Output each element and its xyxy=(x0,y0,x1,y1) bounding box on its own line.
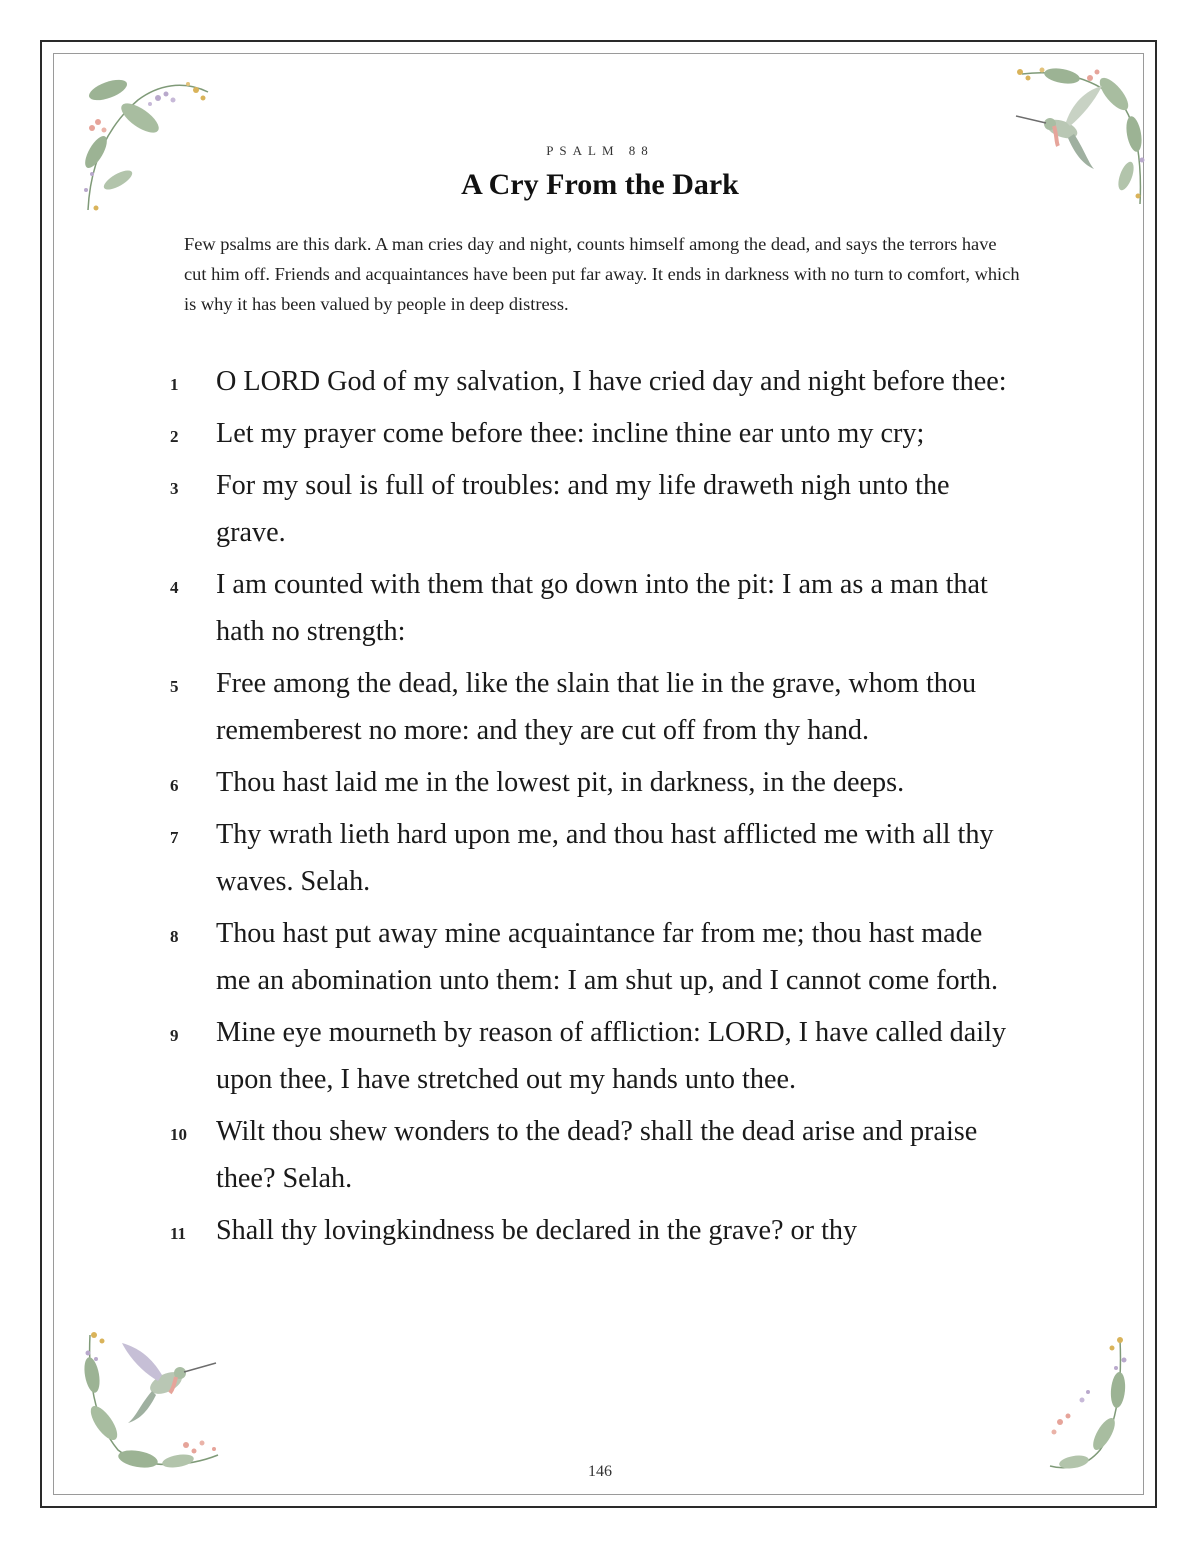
verse-number: 9 xyxy=(170,1026,179,1045)
verse-text: Mine eye mourneth by reason of affliction: LORD, I have called daily upon thee, I have stretched out my hands unto thee. xyxy=(216,1017,1007,1095)
intro-paragraph: Few psalms are this dark. A man cries day and night, counts himself among the dead, and says the terrors have cut him off. Friends and acquaintances have been put far away. It ends in darkness with no turn to comfort, which is why it has been valued by people in deep distress. xyxy=(184,234,1020,314)
verse-text: For my soul is full of troubles: and my life draweth nigh unto the grave. xyxy=(216,470,950,548)
floral-corner-bottom-right-icon xyxy=(1040,1330,1130,1480)
verse-number: 6 xyxy=(170,776,179,795)
verse-item xyxy=(170,1108,1020,1202)
verse-text: Let my prayer come before thee: incline thine ear unto my cry; xyxy=(216,418,925,449)
page-number: 146 xyxy=(588,1463,612,1480)
verse-list xyxy=(170,358,1020,1259)
verse-item xyxy=(170,410,1020,457)
hummingbird-floral-bottom-left-icon xyxy=(78,1325,228,1475)
verse-text: Wilt thou shew wonders to the dead? shall the dead arise and praise thee? Selah. xyxy=(216,1116,978,1194)
verse-number: 7 xyxy=(170,828,179,847)
verse-item xyxy=(170,1207,1020,1254)
verse-number: 1 xyxy=(170,375,179,394)
verse-number: 10 xyxy=(170,1125,187,1144)
verse-item xyxy=(170,462,1020,556)
verse-item xyxy=(170,358,1020,405)
verse-item xyxy=(170,561,1020,655)
verse-number: 4 xyxy=(170,578,179,597)
verse-number: 2 xyxy=(170,427,179,446)
verse-text: Thou hast put away mine acquaintance far from me; thou hast made me an abomination unto them: I am shut up, and I cannot come forth. xyxy=(216,918,999,996)
verse-item xyxy=(170,910,1020,1004)
verse-text: Shall thy lovingkindness be declared in the grave? or thy xyxy=(216,1215,858,1246)
psalm-label: PSALM 88 xyxy=(546,143,654,158)
verse-text: Thou hast laid me in the lowest pit, in darkness, in the deeps. xyxy=(216,767,905,798)
verse-text: I am counted with them that go down into the pit: I am as a man that hath no strength: xyxy=(216,569,988,647)
verse-text: Free among the dead, like the slain that lie in the grave, whom thou rememberest no more: and they are cut off from thy hand. xyxy=(216,668,977,746)
verse-item xyxy=(170,1009,1020,1103)
page-title: A Cry From the Dark xyxy=(461,168,739,201)
verse-number: 11 xyxy=(170,1224,187,1243)
verse-number: 8 xyxy=(170,927,179,946)
verse-item xyxy=(170,759,1020,806)
verse-item xyxy=(170,660,1020,754)
verse-text: Thy wrath lieth hard upon me, and thou hast afflicted me with all thy waves. Selah. xyxy=(216,819,994,897)
verse-number: 3 xyxy=(170,479,179,498)
verse-item xyxy=(170,811,1020,905)
verse-text: O LORD God of my salvation, I have cried day and night before thee: xyxy=(216,366,1007,397)
verse-number: 5 xyxy=(170,677,179,696)
